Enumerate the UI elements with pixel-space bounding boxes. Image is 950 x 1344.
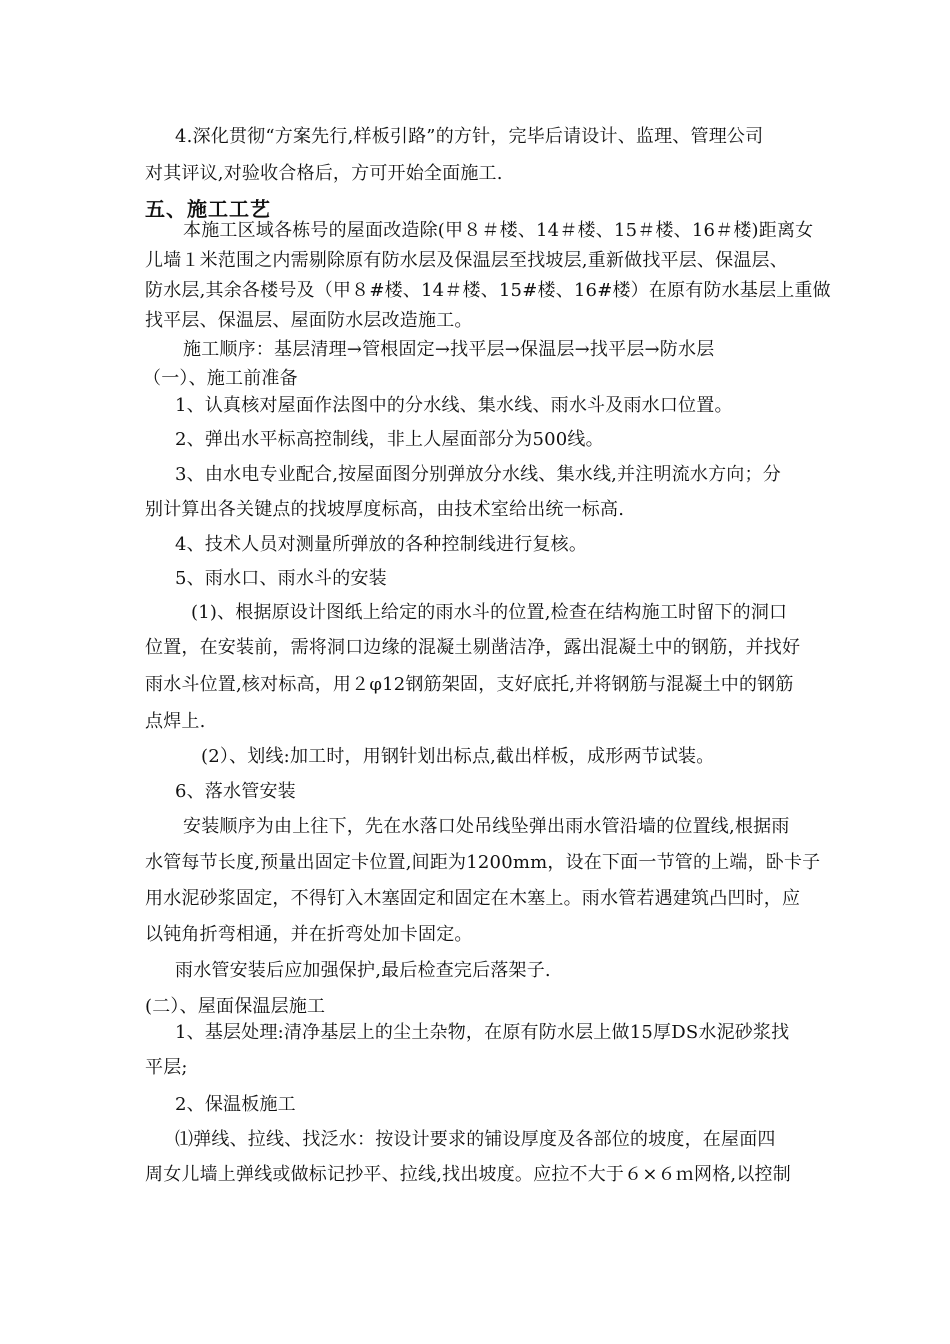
paragraph-line: 平层;: [145, 1057, 188, 1078]
paragraph-line: 别计算出各关键点的找坡厚度标高，由技术室给出统一标高.: [145, 499, 625, 520]
paragraph-line: 雨水斗位置,核对标高，用２φ12钢筋架固，支好底托,并将钢筋与混凝土中的钢筋: [145, 674, 794, 695]
section-heading: 五、施工工艺: [145, 197, 271, 221]
paragraph-line: 以钝角折弯相通，并在折弯处加卡固定。: [145, 924, 473, 945]
list-item: 1、认真核对屋面作法图中的分水线、集水线、雨水斗及雨水口位置。: [175, 395, 733, 416]
paragraph-line: 点焊上.: [145, 711, 206, 732]
paragraph-line: 本施工区域各栋号的屋面改造除(甲８＃楼、14＃楼、15＃楼、16＃楼)距离女: [183, 220, 814, 241]
subsection-heading: （一）、施工前准备: [143, 368, 298, 389]
paragraph-line: 周女儿墙上弹线或做标记抄平、拉线,找出坡度。应拉不大于６×６ｍ网格,以控制: [145, 1164, 791, 1185]
list-item: 5、雨水口、雨水斗的安装: [175, 568, 387, 589]
paragraph-line: 施工顺序：基层清理→管根固定→找平层→保温层→找平层→防水层: [183, 339, 715, 360]
paragraph-line: 安装顺序为由上往下，先在水落口处吊线坠弹出雨水管沿墙的位置线,根据雨: [183, 816, 790, 837]
paragraph-line: 位置，在安装前，需将洞口边缘的混凝土剔凿洁净，露出混凝土中的钢筋，并找好: [145, 637, 801, 658]
paragraph-line: 对其评议,对验收合格后，方可开始全面施工.: [145, 163, 503, 184]
list-item: 4、技术人员对测量所弹放的各种控制线进行复核。: [175, 534, 588, 555]
paragraph-line: 儿墙１米范围之内需剔除原有防水层及保温层至找坡层,重新做找平层、保温层、: [145, 250, 788, 271]
list-item: (1)、根据原设计图纸上给定的雨水斗的位置,检查在结构施工时留下的洞口: [191, 602, 788, 623]
paragraph-line: 找平层、保温层、屋面防水层改造施工。: [145, 310, 473, 331]
list-item: ⑴弹线、拉线、找泛水：按设计要求的铺设厚度及各部位的坡度，在屋面四: [175, 1129, 776, 1150]
list-item: 3、由水电专业配合,按屋面图分别弹放分水线、集水线,并注明流水方向；分: [175, 464, 781, 485]
list-item: (2）、划线:加工时，用钢针划出标点,截出样板，成形两节试装。: [201, 746, 715, 767]
list-item: 2、弹出水平标高控制线，非上人屋面部分为500线。: [175, 429, 604, 450]
list-item: 1、基层处理:清净基层上的尘土杂物，在原有防水层上做15厚DS水泥砂浆找: [175, 1022, 790, 1043]
list-item: 6、落水管安装: [175, 781, 296, 802]
list-item: 2、保温板施工: [175, 1094, 296, 1115]
paragraph-line: 用水泥砂浆固定，不得钉入木塞固定和固定在木塞上。雨水管若遇建筑凸凹时，应: [145, 888, 801, 909]
subsection-heading: (二）、屋面保温层施工: [145, 996, 326, 1017]
paragraph-line: 4.深化贯彻“方案先行,样板引路”的方针，完毕后请设计、监理、管理公司: [175, 126, 764, 147]
paragraph-line: 防水层,其余各楼号及（甲８#楼、14＃楼、15#楼、16#楼）在原有防水基层上重做: [145, 280, 831, 301]
paragraph-line: 雨水管安装后应加强保护,最后检查完后落架子.: [175, 960, 551, 981]
paragraph-line: 水管每节长度,预量出固定卡位置,间距为1200mm，设在下面一节管的上端，卧卡子: [145, 852, 821, 873]
